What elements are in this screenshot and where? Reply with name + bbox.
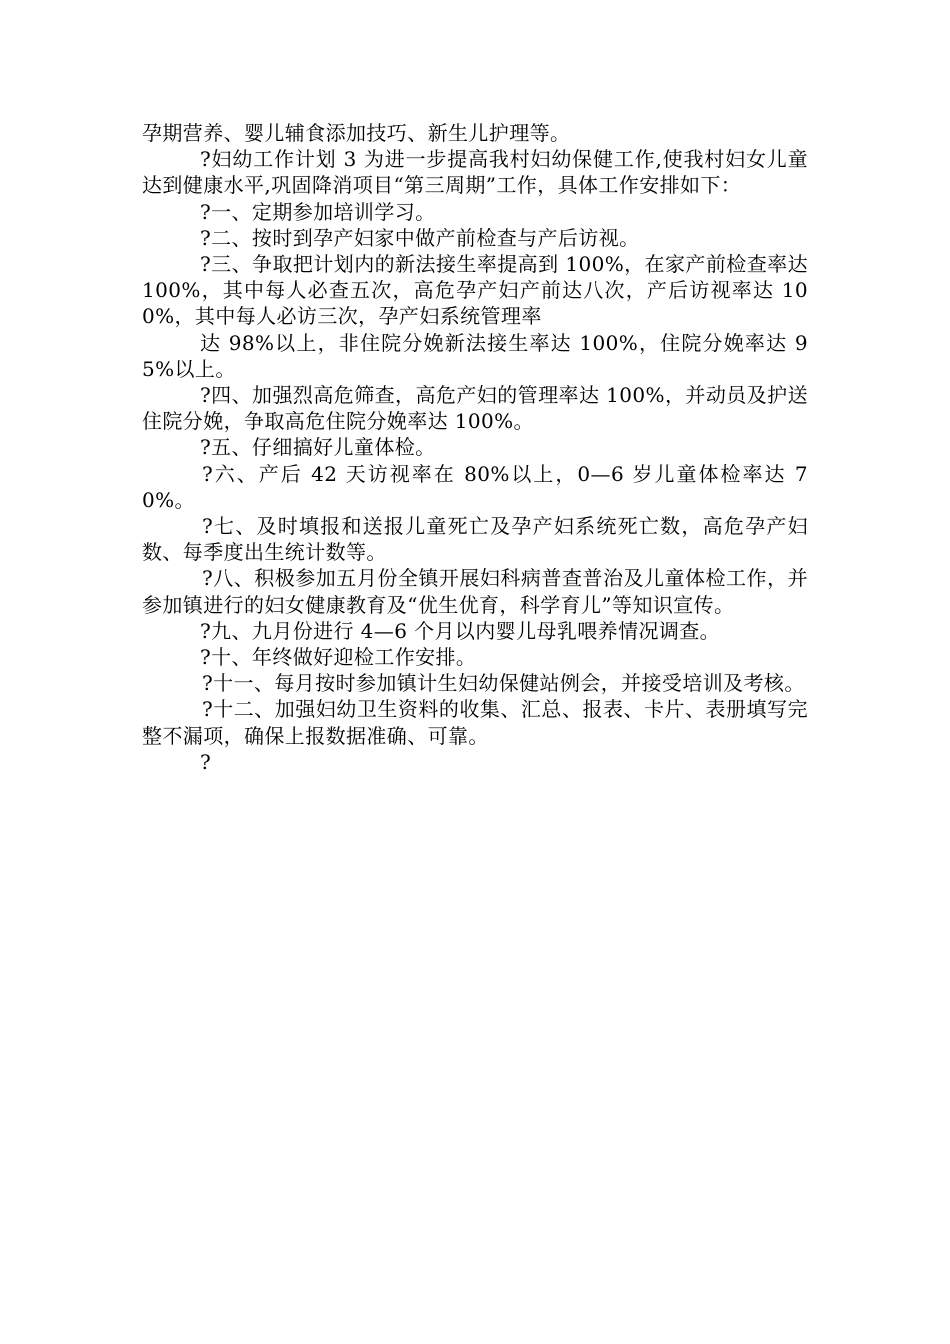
paragraph-item-1: ?一、定期参加培训学习。 xyxy=(200,199,436,224)
paragraph-item-8: ?八、积极参加五月份全镇开展妇科病普查普治及儿童体检工作，并参加镇进行的妇女健康教育及“优生优育，科学育儿”等知识宣传。 xyxy=(142,566,808,617)
paragraph-item-11: ?十一、每月按时参加镇计生妇幼保健站例会，并接受培训及考核。 xyxy=(202,671,805,696)
paragraph-item-6: ?六、产后 42 天访视率在 80%以上，0—6 岁儿童体检率达 70%。 xyxy=(142,461,808,512)
paragraph-item-7: ?七、及时填报和送报儿童死亡及孕产妇系统死亡数，高危孕产妇数、每季度出生统计数等。 xyxy=(142,514,808,565)
paragraph-trailing-mark: ? xyxy=(200,749,212,774)
paragraph-item-9: ?九、九月份进行 4—6 个月以内婴儿母乳喂养情况调查。 xyxy=(200,618,721,643)
paragraph-item-3-continued: 达 98%以上，非住院分娩新法接生率达 100%，住院分娩率达 95%以上。 xyxy=(142,330,808,381)
paragraph-continuation: 孕期营养、婴儿辅食添加技巧、新生儿护理等。 xyxy=(142,121,571,145)
paragraph-item-2: ?二、按时到孕产妇家中做产前检查与产后访视。 xyxy=(200,225,640,250)
paragraph-item-12: ?十二、加强妇幼卫生资料的收集、汇总、报表、卡片、表册填写完整不漏项，确保上报数据准确、可靠。 xyxy=(142,697,808,748)
paragraph-plan-intro: ?妇幼工作计划 3 为进一步提高我村妇幼保健工作,使我村妇女儿童达到健康水平,巩固降消项目“第三周期”工作，具体工作安排如下： xyxy=(142,147,808,198)
document-body xyxy=(142,120,808,775)
paragraph-item-10: ?十、年终做好迎检工作安排。 xyxy=(200,645,477,670)
paragraph-item-4: ?四、加强烈高危筛查，高危产妇的管理率达 100%，并动员及护送住院分娩，争取高危住院分娩率达 100%。 xyxy=(142,383,808,434)
paragraph-item-3: ?三、争取把计划内的新法接生率提高到 100%，在家产前检查率达 100%，其中每人必查五次，高危孕产妇产前达八次，产后访视率达 100%，其中每人必访三次，孕产妇系统管理率 xyxy=(142,252,808,329)
paragraph-item-5: ?五、仔细搞好儿童体检。 xyxy=(200,435,436,460)
